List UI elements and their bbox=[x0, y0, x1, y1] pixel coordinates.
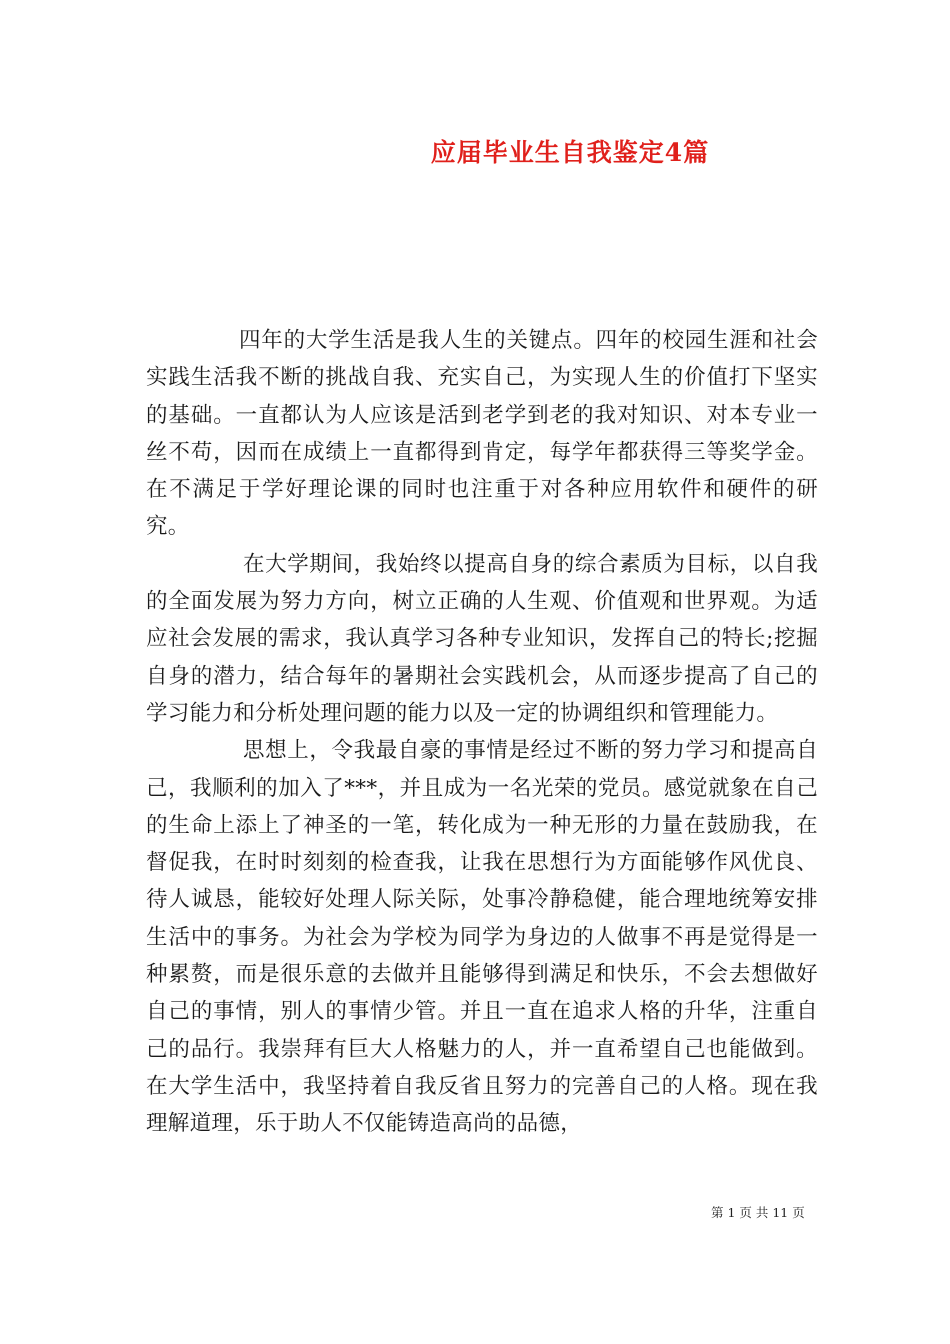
page-number-footer: 第 1 页 共 11 页 bbox=[711, 1205, 805, 1220]
document-title: 应届毕业生自我鉴定4篇 bbox=[430, 138, 710, 167]
paragraph-1: 四年的大学生活是我人生的关键点。四年的校园生涯和社会实践生活我不断的挑战自我、充实自己，为实现人生的价值打下坚实的基础。一直都认为人应该是活到老学到老的我对知识、对本专业一丝不苟，因而在成绩上一直都得到肯定，每学年都获得三等奖学金。在不满足于学好理论课的同时也注重于对各种应用软件和硬件的研究。 bbox=[146, 328, 818, 540]
paragraph-3: 思想上，令我最自豪的事情是经过不断的努力学习和提高自己，我顺利的加入了***，并且成为一名光荣的党员。感觉就象在自己的生命上添上了神圣的一笔，转化成为一种无形的力量在鼓励我，在督促我，在时时刻刻的检查我，让我在思想行为方面能够作风优良、待人诚恳，能较好处理人际关际，处事冷静稳健，能合理地统筹安排生活中的事务。为社会为学校为同学为身边的人做事不再是觉得是一种累赘，而是很乐意的去做并且能够得到满足和快乐，不会去想做好自己的事情，别人的事情少管。并且一直在追求人格的升华，注重自己的品行。我崇拜有巨大人格魅力的人，并一直希望自己也能做到。在大学生活中，我坚持着自我反省且努力的完善自己的人格。现在我理解道理，乐于助人不仅能铸造高尚的品德， bbox=[146, 738, 818, 1137]
document-body bbox=[146, 322, 818, 1143]
paragraph-2: 在大学期间，我始终以提高自身的综合素质为目标，以自我的全面发展为努力方向，树立正确的人生观、价值观和世界观。为适应社会发展的需求，我认真学习各种专业知识，发挥自己的特长;挖掘自身的潜力，结合每年的暑期社会实践机会，从而逐步提高了自己的学习能力和分析处理问题的能力以及一定的协调组织和管理能力。 bbox=[146, 551, 818, 726]
